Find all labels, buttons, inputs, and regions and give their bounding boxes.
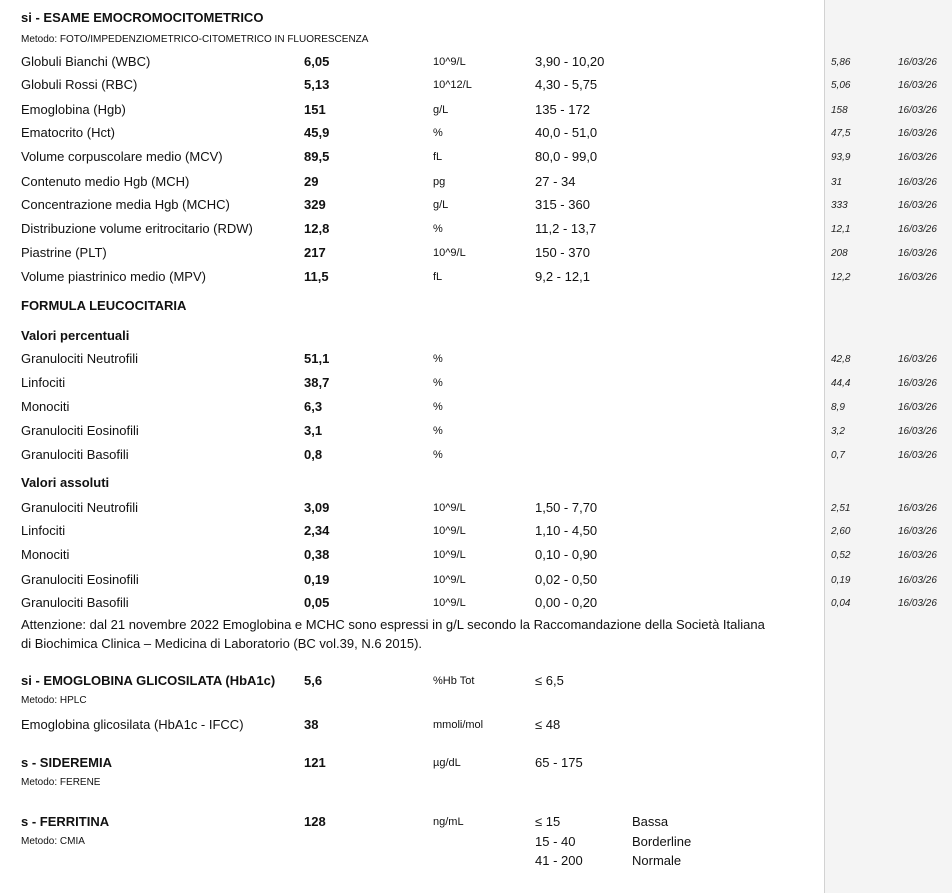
cbc-previous-date: 16/03/26: [898, 128, 937, 139]
cbc-name: Contenuto medio Hgb (MCH): [21, 174, 190, 189]
abs-range: 0,02 - 0,50: [535, 572, 598, 587]
hba1c-value: 5,6: [304, 673, 323, 688]
cbc-previous-value: 47,5: [831, 128, 851, 139]
abs-name: Monociti: [21, 547, 70, 562]
abs-value: 3,09: [304, 500, 330, 515]
perc-previous-date: 16/03/26: [898, 426, 937, 437]
cbc-range: 315 - 360: [535, 197, 590, 212]
perc-value: 0,8: [304, 447, 323, 462]
formula-title: FORMULA LEUCOCITARIA: [21, 298, 187, 313]
cbc-range: 4,30 - 5,75: [535, 77, 598, 92]
perc-unit: %: [433, 353, 443, 365]
cbc-previous-date: 16/03/26: [898, 80, 937, 91]
perc-value: 51,1: [304, 351, 330, 366]
perc-title: Valori percentuali: [21, 328, 130, 343]
sideremia-title: s - SIDEREMIA: [21, 755, 113, 770]
cbc-name: Globuli Rossi (RBC): [21, 77, 138, 92]
ferritina-method: Metodo: CMIA: [21, 836, 85, 847]
cbc-range: 11,2 - 13,7: [535, 221, 597, 236]
abs-range: 0,00 - 0,20: [535, 595, 598, 610]
cbc-previous-date: 16/03/26: [898, 224, 937, 235]
abs-previous-date: 16/03/26: [898, 575, 937, 586]
abs-previous-value: 0,19: [831, 575, 851, 586]
hba1c-range: ≤ 6,5: [535, 673, 564, 688]
cbc-unit: g/L: [433, 104, 449, 116]
cbc-previous-date: 16/03/26: [898, 272, 937, 283]
perc-previous-value: 0,7: [831, 450, 845, 461]
ferritina-value: 128: [304, 814, 326, 829]
cbc-name: Emoglobina (Hgb): [21, 102, 126, 117]
note-line-2: di Biochimica Clinica – Medicina di Laboratorio (BC vol.39, N.6 2015).: [21, 636, 423, 651]
perc-name: Linfociti: [21, 375, 66, 390]
cbc-name: Distribuzione volume eritrocitario (RDW): [21, 221, 253, 236]
cbc-previous-value: 12,1: [831, 224, 851, 235]
cbc-title: si - ESAME EMOCROMOCITOMETRICO: [21, 10, 264, 25]
perc-previous-value: 8,9: [831, 402, 845, 413]
cbc-value: 12,8: [304, 221, 330, 236]
perc-name: Granulociti Basofili: [21, 447, 129, 462]
cbc-previous-date: 16/03/26: [898, 200, 937, 211]
cbc-unit: %: [433, 223, 443, 235]
note-line-1: Attenzione: dal 21 novembre 2022 Emoglobina e MCHC sono espressi in g/L secondo la Raccomandazione della Società Italiana: [21, 617, 765, 632]
cbc-name: Volume corpuscolare medio (MCV): [21, 149, 223, 164]
cbc-range: 3,90 - 10,20: [535, 54, 605, 69]
cbc-name: Ematocrito (Hct): [21, 125, 115, 140]
cbc-previous-date: 16/03/26: [898, 57, 937, 68]
hba1c-title: si - EMOGLOBINA GLICOSILATA (HbA1c): [21, 673, 276, 688]
hba1c-unit: %Hb Tot: [433, 675, 475, 687]
abs-unit: 10^9/L: [433, 597, 466, 609]
cbc-previous-value: 5,86: [831, 57, 851, 68]
ferritina-label-1: Bassa: [632, 814, 669, 829]
perc-previous-value: 3,2: [831, 426, 845, 437]
abs-previous-value: 2,51: [831, 503, 851, 514]
cbc-unit: fL: [433, 271, 443, 283]
cbc-previous-value: 12,2: [831, 272, 851, 283]
cbc-previous-value: 5,06: [831, 80, 851, 91]
abs-previous-date: 16/03/26: [898, 598, 937, 609]
cbc-value: 329: [304, 197, 326, 212]
cbc-value: 6,05: [304, 54, 330, 69]
cbc-range: 150 - 370: [535, 245, 590, 260]
cbc-name: Piastrine (PLT): [21, 245, 107, 260]
abs-unit: 10^9/L: [433, 549, 466, 561]
abs-name: Granulociti Eosinofili: [21, 572, 139, 587]
ferritina-unit: ng/mL: [433, 816, 464, 828]
cbc-value: 89,5: [304, 149, 330, 164]
abs-previous-date: 16/03/26: [898, 526, 937, 537]
perc-unit: %: [433, 401, 443, 413]
abs-unit: 10^9/L: [433, 574, 466, 586]
perc-previous-date: 16/03/26: [898, 450, 937, 461]
abs-unit: 10^9/L: [433, 502, 466, 514]
abs-previous-date: 16/03/26: [898, 550, 937, 561]
abs-previous-value: 0,04: [831, 598, 851, 609]
abs-name: Linfociti: [21, 523, 66, 538]
cbc-previous-value: 333: [831, 200, 848, 211]
abs-value: 0,38: [304, 547, 330, 562]
cbc-range: 9,2 - 12,1: [535, 269, 590, 284]
abs-previous-value: 0,52: [831, 550, 851, 561]
abs-previous-date: 16/03/26: [898, 503, 937, 514]
perc-value: 38,7: [304, 375, 330, 390]
ferritina-range-2: 15 - 40: [535, 834, 576, 849]
abs-title: Valori assoluti: [21, 475, 110, 490]
perc-previous-value: 42,8: [831, 354, 851, 365]
sideremia-value: 121: [304, 755, 326, 770]
abs-previous-value: 2,60: [831, 526, 851, 537]
abs-range: 0,10 - 0,90: [535, 547, 598, 562]
sideremia-method: Metodo: FERENE: [21, 777, 101, 788]
cbc-unit: pg: [433, 176, 446, 188]
ferritina-range-3: 41 - 200: [535, 853, 583, 868]
perc-name: Granulociti Neutrofili: [21, 351, 139, 366]
cbc-value: 217: [304, 245, 326, 260]
cbc-name: Globuli Bianchi (WBC): [21, 54, 151, 69]
perc-unit: %: [433, 449, 443, 461]
cbc-range: 135 - 172: [535, 102, 590, 117]
perc-value: 3,1: [304, 423, 323, 438]
cbc-value: 151: [304, 102, 326, 117]
ferritina-label-3: Normale: [632, 853, 682, 868]
abs-range: 1,50 - 7,70: [535, 500, 598, 515]
cbc-unit: 10^12/L: [433, 79, 472, 91]
ferritina-range-1: ≤ 15: [535, 814, 561, 829]
cbc-value: 45,9: [304, 125, 330, 140]
cbc-method: Metodo: FOTO/IMPEDENZIOMETRICO-CITOMETRICO IN FLUORESCENZA: [21, 34, 369, 45]
perc-previous-date: 16/03/26: [898, 402, 937, 413]
cbc-previous-value: 31: [831, 177, 843, 188]
hba1c-ifcc-range: ≤ 48: [535, 717, 561, 732]
perc-unit: %: [433, 377, 443, 389]
ferritina-label-2: Borderline: [632, 834, 692, 849]
cbc-previous-value: 208: [831, 248, 848, 259]
hba1c-ifcc-unit: mmoli/mol: [433, 719, 484, 731]
cbc-range: 27 - 34: [535, 174, 576, 189]
abs-unit: 10^9/L: [433, 525, 466, 537]
cbc-previous-date: 16/03/26: [898, 105, 937, 116]
perc-previous-date: 16/03/26: [898, 378, 937, 389]
abs-name: Granulociti Neutrofili: [21, 500, 139, 515]
cbc-previous-date: 16/03/26: [898, 152, 937, 163]
cbc-unit: 10^9/L: [433, 56, 466, 68]
cbc-unit: 10^9/L: [433, 247, 466, 259]
cbc-unit: %: [433, 127, 443, 139]
cbc-previous-value: 93,9: [831, 152, 851, 163]
cbc-name: Volume piastrinico medio (MPV): [21, 269, 206, 284]
abs-name: Granulociti Basofili: [21, 595, 129, 610]
sideremia-unit: µg/dL: [433, 757, 461, 769]
cbc-previous-date: 16/03/26: [898, 177, 937, 188]
cbc-name: Concentrazione media Hgb (MCHC): [21, 197, 230, 212]
abs-range: 1,10 - 4,50: [535, 523, 598, 538]
cbc-unit: fL: [433, 151, 443, 163]
hba1c-ifcc-name: Emoglobina glicosilata (HbA1c - IFCC): [21, 717, 244, 732]
cbc-range: 80,0 - 99,0: [535, 149, 598, 164]
perc-unit: %: [433, 425, 443, 437]
sideremia-range: 65 - 175: [535, 755, 583, 770]
ferritina-title: s - FERRITINA: [21, 814, 110, 829]
perc-name: Monociti: [21, 399, 70, 414]
hba1c-ifcc-value: 38: [304, 717, 319, 732]
perc-previous-date: 16/03/26: [898, 354, 937, 365]
perc-value: 6,3: [304, 399, 323, 414]
cbc-unit: g/L: [433, 199, 449, 211]
abs-value: 0,05: [304, 595, 330, 610]
abs-value: 2,34: [304, 523, 330, 538]
cbc-value: 11,5: [304, 269, 329, 284]
cbc-previous-date: 16/03/26: [898, 248, 937, 259]
cbc-previous-value: 158: [831, 105, 848, 116]
perc-name: Granulociti Eosinofili: [21, 423, 139, 438]
abs-value: 0,19: [304, 572, 330, 587]
cbc-range: 40,0 - 51,0: [535, 125, 598, 140]
hba1c-method: Metodo: HPLC: [21, 695, 87, 706]
perc-previous-value: 44,4: [831, 378, 851, 389]
cbc-value: 5,13: [304, 77, 330, 92]
cbc-value: 29: [304, 174, 319, 189]
